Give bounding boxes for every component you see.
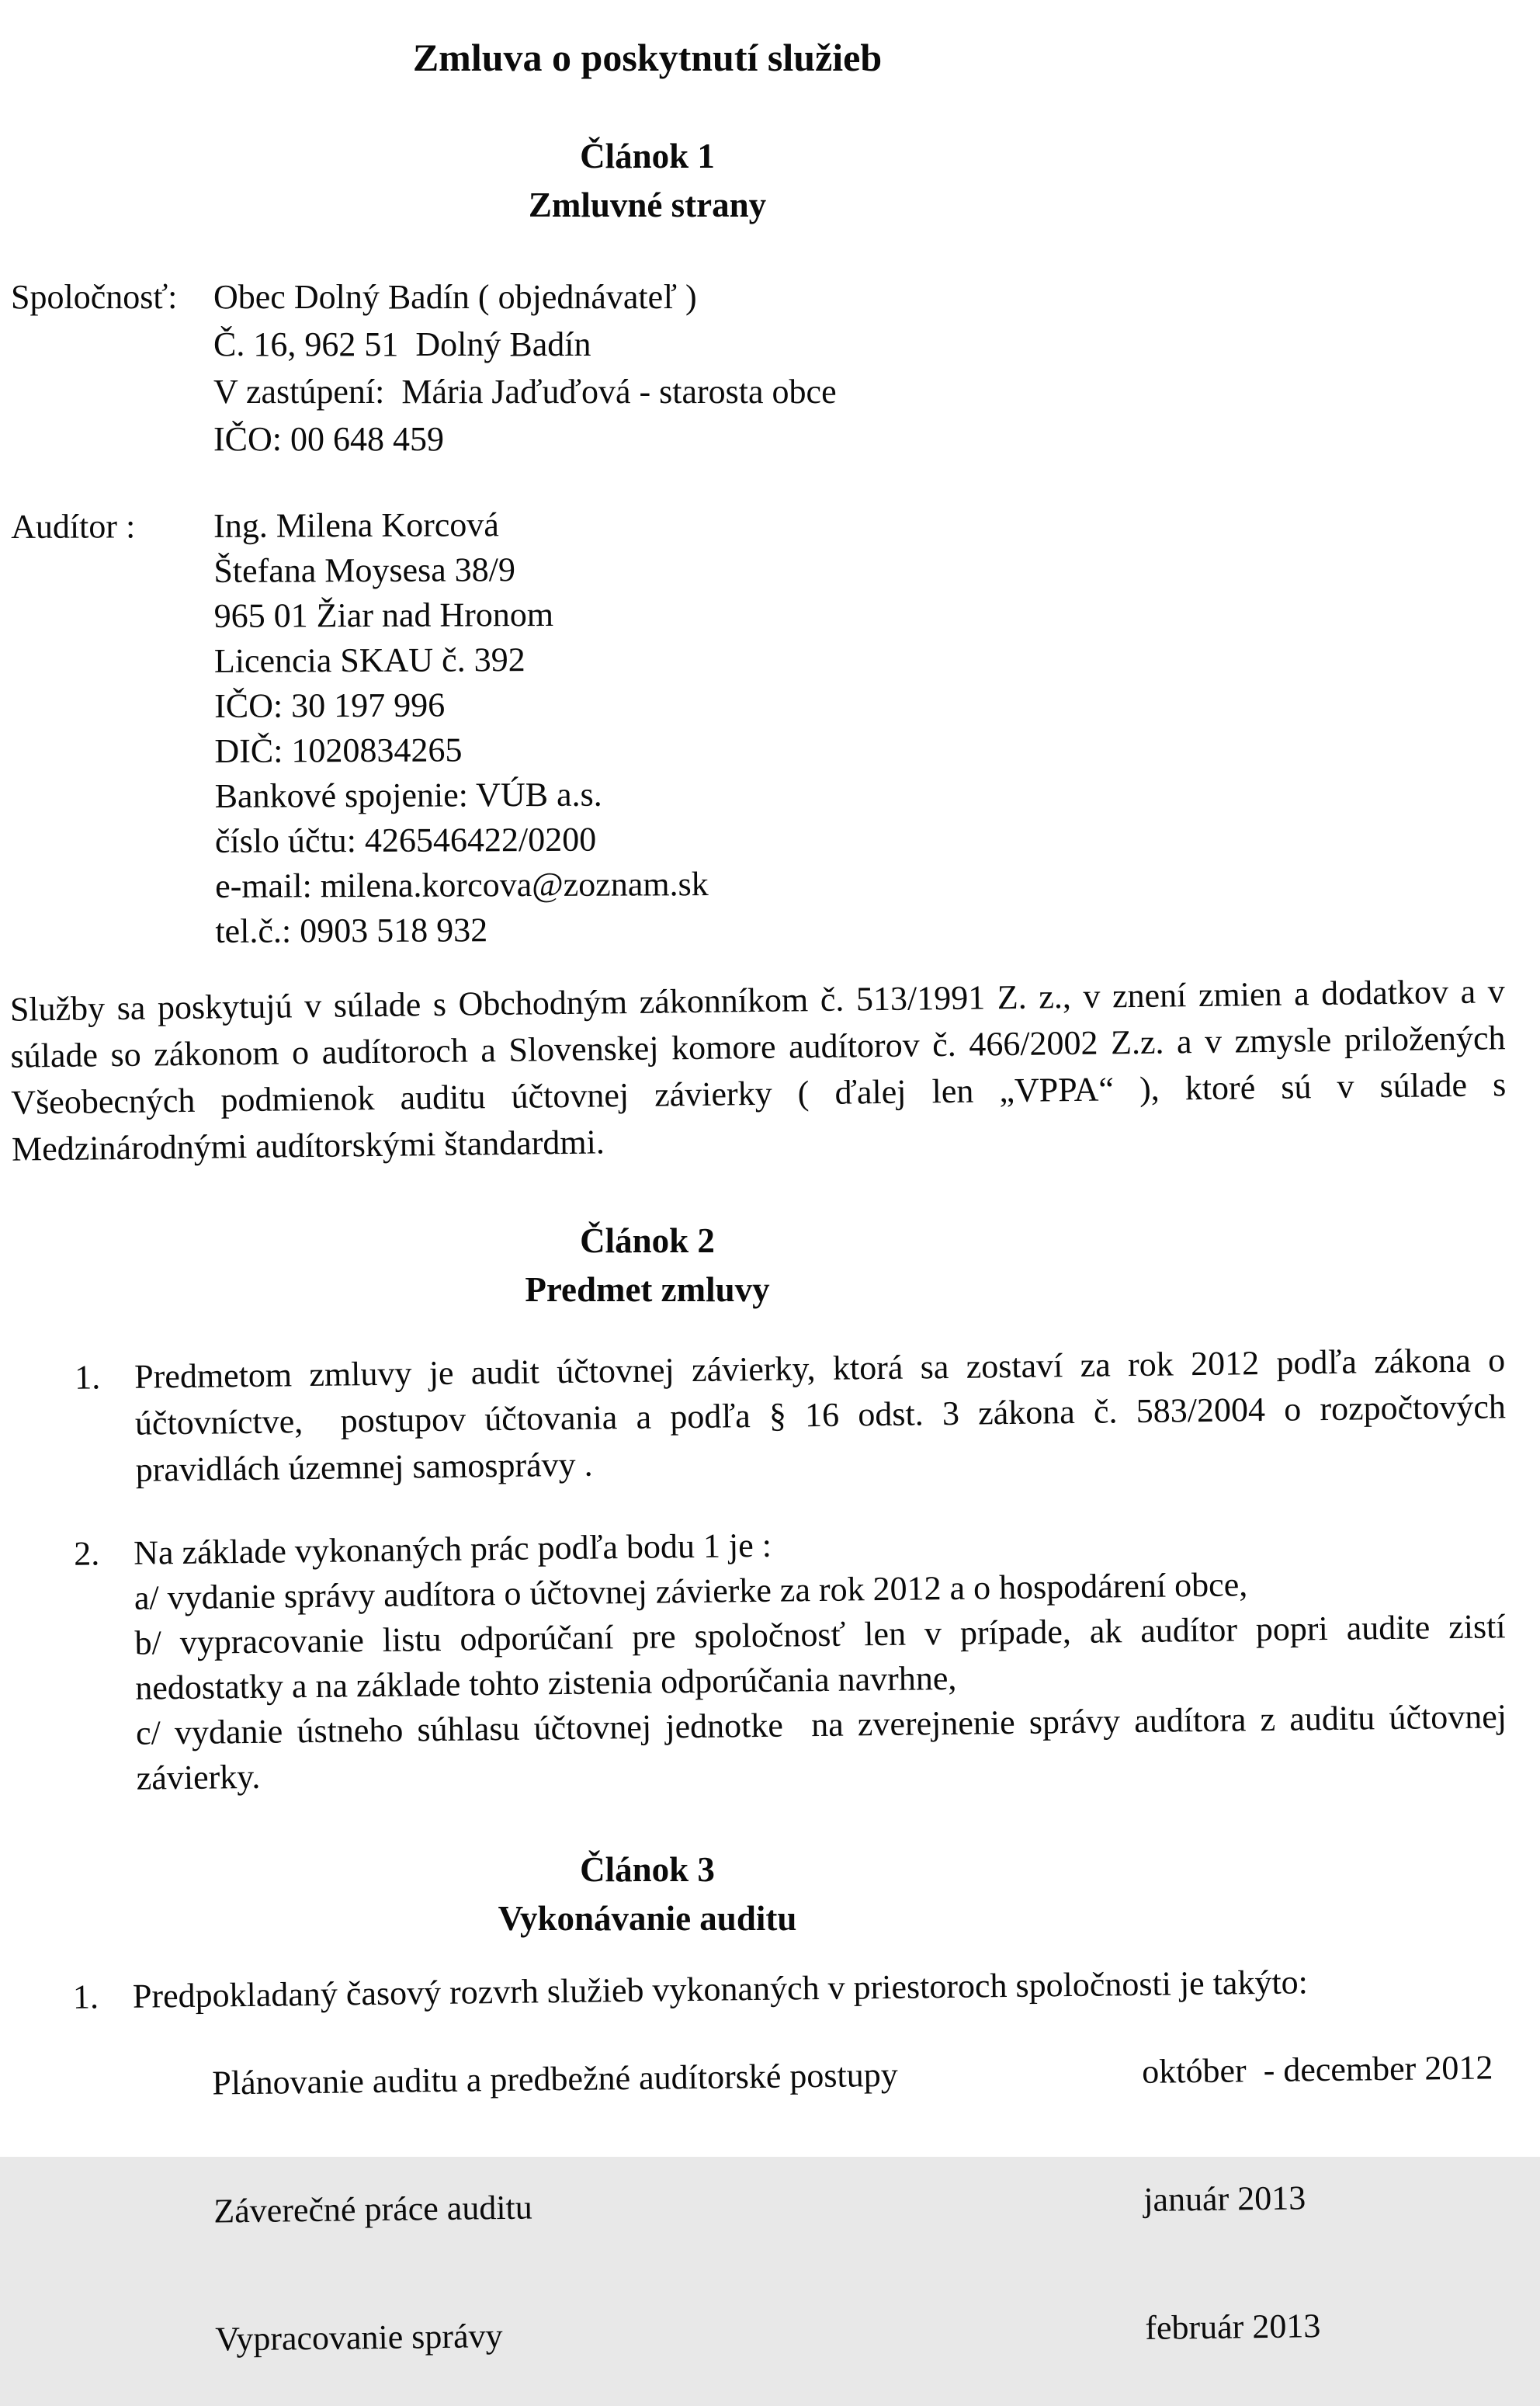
item-text: Predmetom zmluvy je audit účtovnej závierky, ktorá sa zostaví za rok 2012 podľa zákona o účtovníctve, postupov účtovania a podľa § 16 odst. 3 zákona č. 583/2004 o rozpočtových pravidlách územnej samosprávy . <box>134 1341 1515 1489</box>
company-label: Spoločnosť: <box>11 278 178 316</box>
article2-heading: Článok 2 <box>580 1221 715 1260</box>
schedule-row <box>136 2259 1508 2404</box>
article3-subheading: Vykonávanie auditu <box>498 1899 797 1938</box>
company-block <box>11 273 1506 463</box>
auditor-line: tel.č.: 0903 518 932 <box>215 911 488 950</box>
article1-heading-block <box>11 132 1284 230</box>
auditor-label: Audítor : <box>11 507 136 546</box>
item-number: 1. <box>72 1977 99 2016</box>
auditor-block <box>11 498 1508 955</box>
auditor-line: Licencia SKAU č. 392 <box>213 641 525 680</box>
schedule-period: október - december 2012 <box>1141 2048 1493 2091</box>
company-line: Č. 16, 962 51 Dolný Badín <box>213 325 591 363</box>
services-paragraph: Služby sa poskytujú v súlade s Obchodným zákonníkom č. 513/1991 Z. z., v znení zmien a dodatkov a v súlade so zákonom o audítoroch a Slovenskej komore audítorov č. 466/2002 Z.z. a v zmysle priložených Všeobecných podmienok auditu účtovnej závierky ( ďalej len „VPPA“ ), ktoré sú v súlade s Medzinárodnými audítorskými štandardmi. <box>9 972 1515 1168</box>
auditor-line: Ing. Milena Korcová <box>213 505 500 545</box>
article1-subheading: Zmluvné strany <box>528 186 767 224</box>
article2-item2 <box>9 1514 1516 1803</box>
company-lines <box>213 273 1506 463</box>
schedule-row <box>133 2003 1505 2148</box>
auditor-line: Bankové spojenie: VÚB a.s. <box>214 775 602 815</box>
auditor-line: DIČ: 1020834265 <box>214 731 463 770</box>
schedule-task: Vypracovanie správy <box>215 2317 503 2359</box>
article2-subheading: Predmet zmluvy <box>525 1270 770 1309</box>
item-intro-line: Na základe vykonaných prác podľa bodu 1 je : <box>133 1526 772 1572</box>
auditor-line: 965 01 Žiar nad Hronom <box>213 595 554 635</box>
article3-item1 <box>9 1956 1509 2405</box>
schedule-row <box>134 2131 1507 2276</box>
item-text <box>133 1956 1509 2404</box>
article3-heading: Článok 3 <box>580 1850 715 1889</box>
item-intro-line: Predpokladaný časový rozvrh služieb vykonaných v priestoroch spoločnosti je takýto: <box>132 1963 1309 2015</box>
auditor-lines <box>213 498 1508 954</box>
schedule-task: Plánovanie auditu a predbežné audítorské postupy <box>212 2055 898 2102</box>
auditor-line: Štefana Moysesa 38/9 <box>213 550 516 590</box>
company-line: Obec Dolný Badín ( objednávateľ ) <box>213 278 697 316</box>
subitem-line: b/ vypracovanie listu odporúčaní pre spoločnosť len v prípade, ak audítor popri audite zistí nedostatky a na základe tohto zistenia odporúčania navrhne, <box>134 1607 1514 1707</box>
company-line: V zastúpení: Mária Jaďuďová - starosta obce <box>213 373 837 411</box>
schedule-period: január 2013 <box>1143 2179 1306 2219</box>
subitem-line: a/ vydanie správy audítora o účtovnej závierke za rok 2012 a o hospodárení obce, <box>134 1565 1248 1617</box>
item-number: 1. <box>74 1358 101 1397</box>
auditor-line: číslo účtu: 426546422/0200 <box>214 820 597 860</box>
company-line: IČO: 00 648 459 <box>213 420 444 458</box>
schedule-period: február 2013 <box>1144 2307 1321 2347</box>
item-number: 2. <box>73 1534 100 1573</box>
item-text <box>133 1514 1516 1801</box>
article1-heading: Článok 1 <box>580 137 715 175</box>
article2-heading-block <box>11 1217 1284 1314</box>
article3-heading-block <box>11 1845 1284 1943</box>
schedule-task: Záverečné práce auditu <box>213 2188 533 2231</box>
auditor-line: IČO: 30 197 996 <box>214 686 446 725</box>
article2-item1 <box>10 1337 1515 1495</box>
document-title: Zmluva o poskytnutí služieb <box>412 36 883 79</box>
auditor-line: e-mail: milena.korcova@zoznam.sk <box>215 865 709 905</box>
title-block <box>11 33 1284 82</box>
subitem-line: c/ vydanie ústneho súhlasu účtovnej jednotke na zverejnenie správy audítora z auditu účtovnej závierky. <box>135 1697 1516 1797</box>
